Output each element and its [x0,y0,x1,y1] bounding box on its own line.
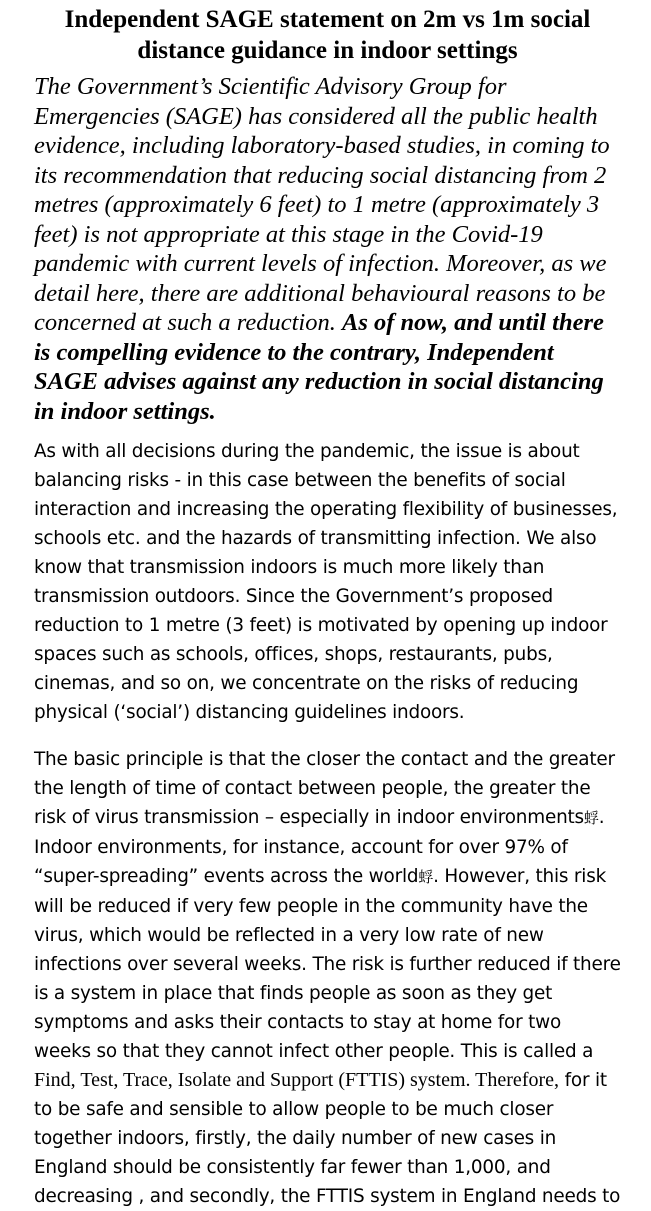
paragraph2-part3: . However, this risk will be reduced if very few people in the community have the virus, which would be reflected in a very low rate of new infections over several weeks. The risk is further reduced if there is a system in place that finds people as soon as they get symptoms and asks their contacts to stay at home for two weeks so that they cannot infect other people. This is called a [34,866,621,1062]
intro-italic-text: The Government’s Scientific Advisory Group for Emergencies (SAGE) has considered all the public health evidence, including laboratory-based studies, in coming to its recommendation that reducing social distancing from 2 metres (approximately 6 feet) to 1 metre (approximately 3 feet) is not appropriate at this stage in the Covid-19 pandemic with current levels of infection. Moreover, as we detail here, there are additional behavioural reasons to be concerned at such a reduction. [34,73,610,336]
reference-mark-1: 蜉 [583,809,599,827]
intro-paragraph [34,72,621,426]
paragraph2-part4: for it to be safe and sensible to allow people to be much closer together indoors, firstly, the daily number of new cases in England should be consistently far fewer than 1,000, and decreasing , and secondly, the FTTIS system in England needs to [34,1070,621,1207]
document-page [0,4,651,1207]
body-paragraph-2 [34,745,621,1211]
intro-bold-recommendation: As of now, and until there is compelling evidence to the contrary, Independent SAGE advises against any reduction in social distancing in indoor settings. [34,309,604,425]
reference-mark-2: 蜉 [418,868,434,886]
paragraph2-part1: The basic principle is that the closer the contact and the greater the length of time of contact between people, the greater the risk of virus transmission – especially in indoor environments [34,749,615,828]
statement-title: Independent SAGE statement on 2m vs 1m social distance guidance in indoor settings [64,6,591,64]
paragraph2-serif-part: Find, Test, Trace, Isolate and Support (FTTIS) system. Therefore, [34,1069,560,1091]
body-paragraph-1: As with all decisions during the pandemic, the issue is about balancing risks - in this case between the benefits of social interaction and increasing the operating flexibility of businesses, schools etc. and the hazards of transmitting infection. We also know that transmission indoors is much more likely than transmission outdoors. Since the Government’s proposed reduction to 1 metre (3 feet) is motivated by opening up indoor spaces such as schools, offices, shops, restaurants, pubs, cinemas, and so on, we concentrate on the risks of reducing physical (‘social’) distancing guidelines indoors. [34,441,618,723]
paragraph2-part2: . Indoor environments, for instance, account for over 97% of “super-spreading” events across the world [34,807,605,887]
